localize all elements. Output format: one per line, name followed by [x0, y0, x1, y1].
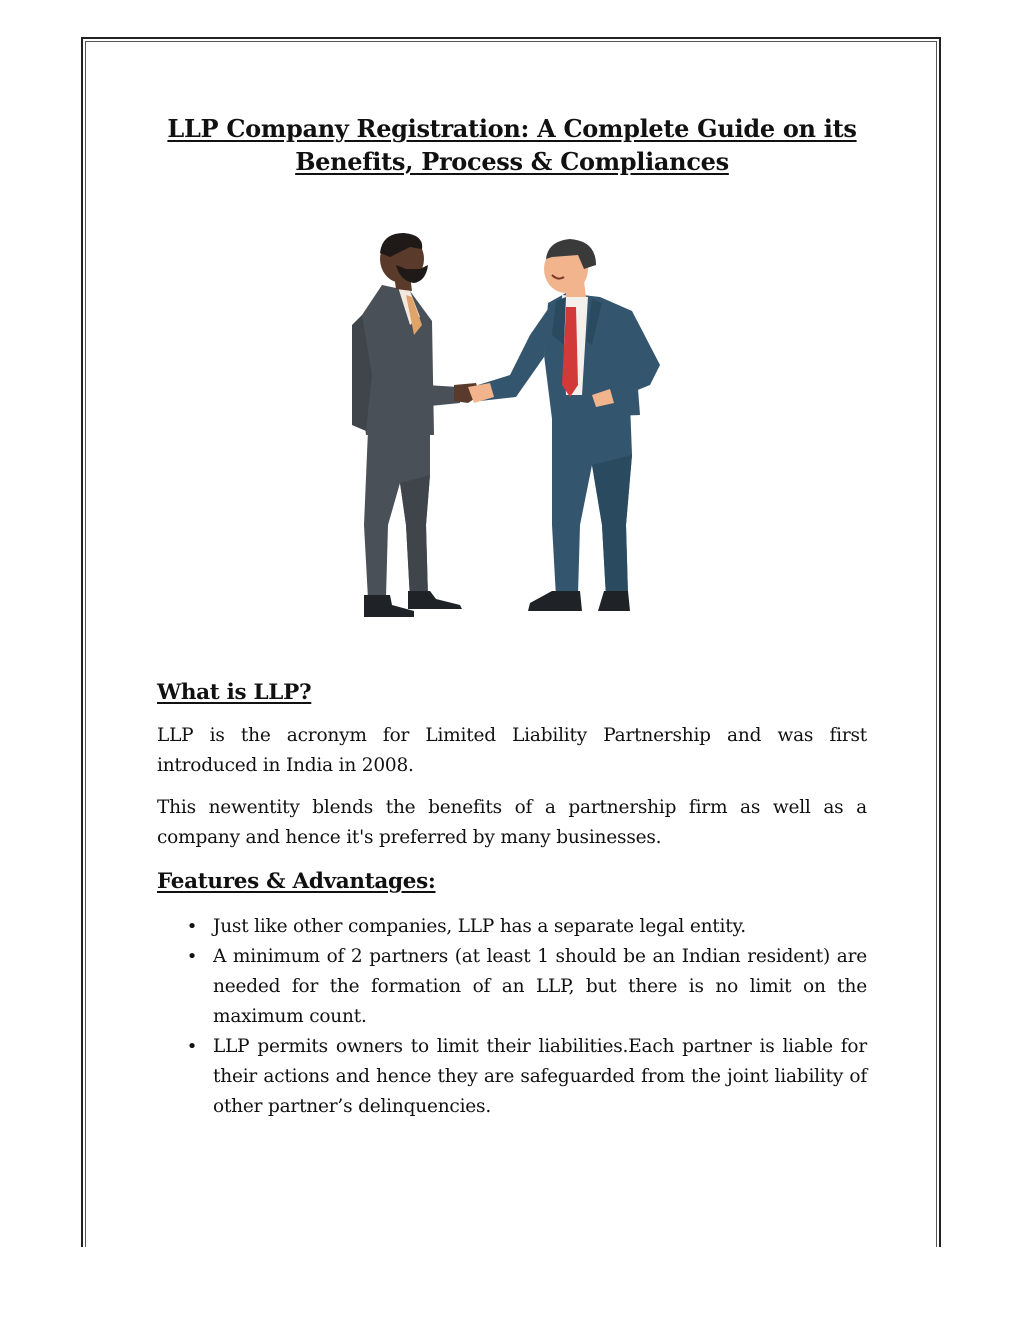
bullet-icon: •	[186, 946, 198, 967]
section-heading-features: Features & Advantages:	[157, 869, 436, 894]
title-line-2: Benefits, Process & Compliances	[295, 147, 729, 176]
list-item	[157, 1032, 867, 1122]
section-heading-what-is-llp: What is LLP?	[157, 680, 312, 705]
bullet-icon: •	[186, 1036, 198, 1057]
title-line-1: LLP Company Registration: A Complete Guide on its	[167, 114, 857, 143]
bullet-icon: •	[186, 916, 198, 937]
left-businessman	[352, 233, 480, 617]
feature-text: A minimum of 2 partners (at least 1 should be an Indian resident) are needed for the formation of an LLP, but there is no limit on the maximum count.	[213, 946, 867, 1027]
list-item	[157, 912, 867, 942]
paragraph-llp-definition: LLP is the acronym for Limited Liability Partnership and was first introduced in India in 2008.	[157, 725, 867, 776]
business-handshake-icon	[330, 225, 690, 625]
handshake-illustration	[330, 225, 690, 625]
document-title	[150, 112, 874, 178]
features-list	[157, 912, 867, 1122]
right-businessman	[468, 239, 660, 611]
feature-text: LLP permits owners to limit their liabilities.Each partner is liable for their actions and hence they are safeguarded from the joint liability of other partner’s delinquencies.	[213, 1036, 867, 1117]
document-body	[157, 676, 867, 1122]
paragraph-llp-benefits: This newentity blends the benefits of a partnership firm as well as a company and hence it's preferred by many businesses.	[157, 797, 867, 848]
list-item	[157, 942, 867, 1032]
feature-text: Just like other companies, LLP has a separate legal entity.	[213, 916, 746, 937]
